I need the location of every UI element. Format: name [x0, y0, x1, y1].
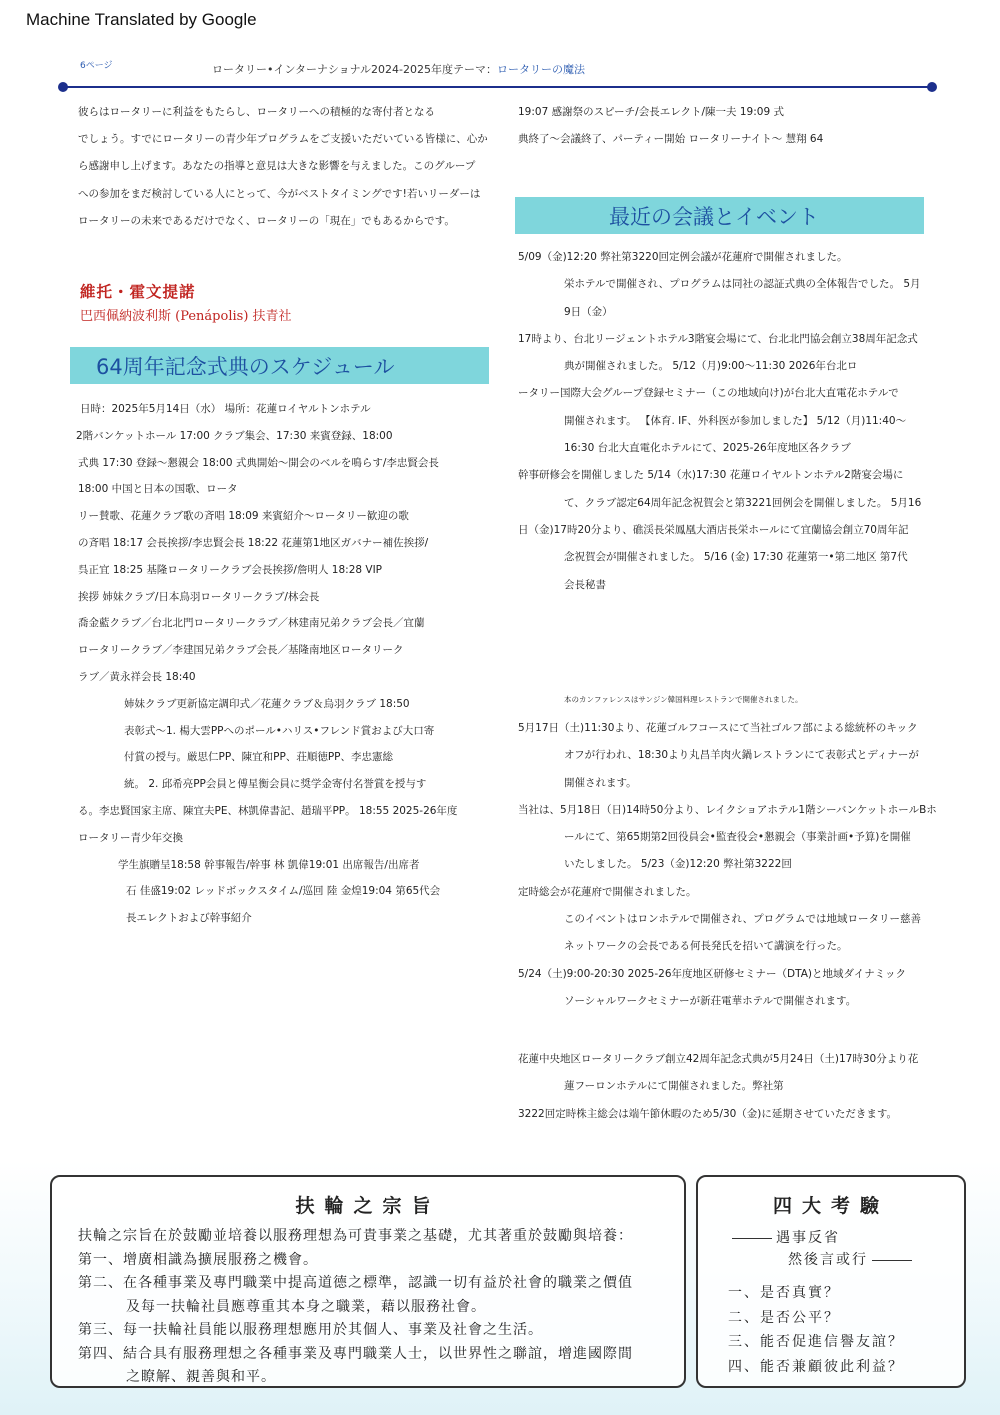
- right-top-text: [518, 99, 938, 153]
- four-way-motto: [698, 1227, 964, 1271]
- event-line: 5月17日（土)11:30より、花蓮ゴルフコースにて当社ゴルフ部による総統杯のキック: [518, 722, 918, 734]
- schedule-heading: 64周年記念式典のスケジュール: [70, 347, 489, 384]
- events-list-2: [518, 715, 938, 1015]
- object-line: 第四、結合具有服務理想之各種事業及專門職業人士，以世界性之聯誼，增進國際間: [78, 1345, 633, 1362]
- schedule-line: 2階バンケットホール 17:00 クラブ集会、17:30 来賓登録、18:00: [76, 429, 393, 442]
- events-list-1: [518, 244, 938, 599]
- schedule-line: 統。 2. 邱希亮PP会員と傅星衡会員に奨学金寄付名誉賞を授与す: [124, 778, 427, 791]
- event-line: 5/24（土)9:00-20:30 2025-26年度地区研修セミナー（DTA)と地域ダイナミック: [518, 967, 907, 980]
- schedule-line: 姉妹クラブ更新協定調印式／花蓮クラブ＆烏羽クラブ 18:50: [124, 697, 410, 710]
- event-line: ールにて、第65期第2回役員会•監査役会•懇親会（事業計画•予算)を開催: [564, 831, 911, 844]
- schedule-line: 石 佳盛19:02 レッドボックスタイム/巡回 陸 金煌19:04 第65代会: [126, 885, 441, 898]
- event-line: 5/09（金)12:20 弊社第3220回定例会議が花蓮府で開催されました。: [518, 251, 848, 263]
- event-line: て、クラブ認定64周年記念祝賀会と第3221回例会を開催しました。 5月16: [564, 496, 922, 509]
- event-line: 16:30 台北大直電化ホテルにて、2025-26年度地区各クラブ: [564, 442, 851, 455]
- theme-prefix: ロータリー•インターナショナル2024-2025年度テーマ：: [212, 63, 498, 76]
- schedule-line: る。李忠賢国家主席、陳宜夫PE、林凱偉書記、趙瑞平PP。 18:55 2025-26年度: [78, 804, 458, 817]
- intro-text: [78, 99, 488, 235]
- right-top-line: 典終了～会議終了、パーティー開始 ロータリーナイト～ 慧翔 64: [518, 133, 824, 146]
- schedule-line: の斉唱 18:17 会長挨拶/李忠賢会長 18:22 花蓮第1地区ガバナー補佐挨拶/: [78, 536, 429, 549]
- motto-line-1: 遇事反省: [776, 1230, 840, 1246]
- schedule-line: 表彰式～1. 楊大雲PPへのポール•ハリス•フレンド賞および大口寄: [124, 724, 435, 737]
- event-line: 典が開催されました。 5/12（月)9:00～11:30 2026年台北ロ: [564, 360, 858, 373]
- signature-name: 維托・霍文提諾: [80, 282, 196, 301]
- schedule-line: ラブ／黄永祥会長 18:40: [78, 670, 196, 683]
- four-way-tests: [728, 1281, 904, 1379]
- header-theme: [212, 61, 585, 77]
- event-line: 開催されます。: [564, 776, 637, 789]
- intro-line: 彼らはロータリーに利益をもたらし、ロータリーへの積極的な寄付者となる: [78, 106, 435, 118]
- rule-dot-left: [58, 82, 68, 92]
- object-line: 及每一扶輪社員應尊重其本身之職業，藉以服務社會。: [126, 1298, 486, 1315]
- event-line: 栄ホテルで開催され、プログラムは同社の認証式典の全体報告でした。 5月: [564, 278, 921, 291]
- object-line: 第二、在各種事業及專門職業中提高道德之標準，認識一切有益於社會的職業之價值: [78, 1275, 633, 1291]
- schedule-line: 日時：2025年5月14日（水） 場所：花蓮ロイヤルトンホテル: [80, 403, 371, 415]
- schedule-line: 長エレクトおよび幹事紹介: [126, 912, 252, 925]
- event-line: 当社は、5月18日（日)14時50分より、レイクショアホテル1階シーバンケットホールBホ: [518, 803, 937, 816]
- signature: [80, 280, 292, 324]
- event-line: オフが行われ、18:30より丸昌羊肉火鍋レストランにて表彰式とディナーが: [564, 749, 919, 762]
- motto-line-2: 然後言或行: [788, 1252, 868, 1268]
- schedule-line: 呉正宜 18:25 基隆ロータリークラブ会長挨拶/詹明人 18:28 VIP: [78, 563, 383, 576]
- intro-line: への参加をまだ検討している人にとって、今がベストタイミングです!若いリーダーは: [78, 187, 481, 200]
- four-way-title: 四大考驗: [772, 1195, 889, 1217]
- event-line: ソーシャルワークセミナーが新荘電華ホテルで開催されます。: [564, 994, 857, 1007]
- dash-line: [872, 1260, 912, 1261]
- schedule-line: ロータリー青少年交換: [78, 831, 183, 844]
- four-way-test-item: 一、是否真實？: [728, 1285, 840, 1301]
- event-line: 3222回定時株主総会は端午節休暇のため5/30（金)に延期させていただきます。: [518, 1107, 898, 1120]
- event-line: 開催されます。 【体育. IF、外科医が参加しました】 5/12（月)11:40～: [564, 414, 907, 427]
- four-way-test-item: 四、能否兼顧彼此利益？: [728, 1358, 904, 1375]
- four-way-test-item: 二、是否公平？: [728, 1309, 840, 1326]
- object-line: 第三、每一扶輪社員能以服務理想應用於其個人、事業及社會之生活。: [78, 1322, 543, 1338]
- right-top-line: 19:07 感謝祭のスピーチ/会長エレクト/陳一夫 19:09 式: [518, 106, 784, 118]
- intro-line: でしょう。すでにロータリーの青少年プログラムをご支援いただいている皆様に、心か: [78, 133, 488, 146]
- rule-dot-right: [927, 82, 937, 92]
- event-line: このイベントはロンホテルで開催され、プログラムでは地域ロータリー慈善: [564, 913, 921, 926]
- object-line: 扶輪之宗旨在於鼓勵並培養以服務理想為可貴事業之基礎，尤其著重於鼓勵與培養：: [78, 1228, 633, 1244]
- event-line: 幹事研修会を開催しました 5/14（水)17:30 花蓮ロイヤルトンホテル2階宴会場に: [518, 469, 904, 482]
- signature-club: 巴西佩納波利斯 (Penápolis) 扶青社: [80, 309, 292, 324]
- schedule-line: 喬金藍クラブ／台北北門ロータリークラブ／林建南兄弟クラブ会長／宜蘭: [78, 617, 425, 630]
- page-number: 6ページ: [80, 61, 113, 71]
- schedule-line: 付賞の授与。厳思仁PP、陳宜和PP、荘順徳PP、李忠憲総: [124, 751, 393, 764]
- four-way-test-box: [696, 1175, 966, 1388]
- machine-translated-banner: Machine Translated by Google: [26, 10, 257, 29]
- schedule-line: 式典 17:30 登録～懇親会 18:00 式典開始～開会のベルを鳴らす/李忠賢会長: [78, 456, 439, 469]
- event-line: 日（金)17時20分より、礁渓長栄鳳凰大酒店長栄ホールにて宜蘭協会創立70周年記: [518, 523, 909, 536]
- intro-line: ら感謝申し上げます。あなたの指導と意見は大きな影響を与えました。このグループ: [78, 160, 476, 173]
- event-note: 本のカンファレンスはサンジン韓国料理レストランで開催されました。: [564, 695, 803, 704]
- event-line: いたしました。 5/23（金)12:20 弊社第3222回: [564, 858, 792, 871]
- object-line: 第一、增廣相識為擴展服務之機會。: [78, 1251, 318, 1268]
- event-line: 念祝賀会が開催されました。 5/16 (金) 17:30 花蓮第一•第二地区 第7代: [564, 551, 908, 564]
- event-line: 9日（金）: [564, 305, 613, 318]
- schedule-line: 学生旗贈呈18:58 幹事報告/幹事 林 凱偉19:01 出席報告/出席者: [118, 858, 420, 871]
- object-lines: [78, 1225, 633, 1390]
- event-line: 定時総会が花蓮府で開催されました。: [518, 885, 697, 898]
- object-line: 之瞭解、親善與和平。: [126, 1369, 276, 1385]
- schedule-list: [78, 396, 457, 932]
- event-line: 花蓮中央地区ロータリークラブ創立42周年記念式典が5月24日（土)17時30分より花: [518, 1053, 919, 1065]
- schedule-line: 18:00 中国と日本の国歌、ロータ: [78, 483, 238, 496]
- event-line: ネットワークの会長である何長発氏を招いて講演を行った。: [564, 940, 848, 953]
- event-line: ータリー国際大会グループ登録セミナー（この地域向け)が台北大直電花ホテルで: [518, 387, 899, 400]
- schedule-line: リー賛歌、花蓮クラブ歌の斉唱 18:09 来賓紹介～ロータリー歓迎の歌: [78, 510, 409, 523]
- four-way-test-item: 三、能否促進信譽友誼？: [728, 1334, 904, 1350]
- schedule-line: ロータリークラブ／李建国兄弟クラブ会長／基隆南地区ロータリーク: [78, 644, 404, 657]
- schedule-line: 挨拶 姉妹クラブ/日本鳥羽ロータリークラブ/林会長: [78, 590, 320, 603]
- theme-accent: ロータリーの魔法: [497, 63, 586, 76]
- events-list-3: [518, 1046, 938, 1128]
- events-heading: 最近の会議とイベント: [515, 197, 924, 234]
- event-line: 蓮フーロンホテルにて開催されました。弊社第: [564, 1080, 784, 1093]
- intro-line: ロータリーの未来であるだけでなく、ロータリーの「現在」でもあるからです。: [78, 214, 455, 227]
- header-rule: [62, 86, 932, 88]
- object-title: 扶輪之宗旨: [295, 1195, 441, 1217]
- object-of-rotary-box: [50, 1175, 686, 1388]
- event-line: 会長秘書: [564, 578, 606, 591]
- event-line: 17時より、台北リージェントホテル3階宴会場にて、台北北門協会創立38周年記念式: [518, 332, 918, 345]
- dash-line: [732, 1238, 772, 1239]
